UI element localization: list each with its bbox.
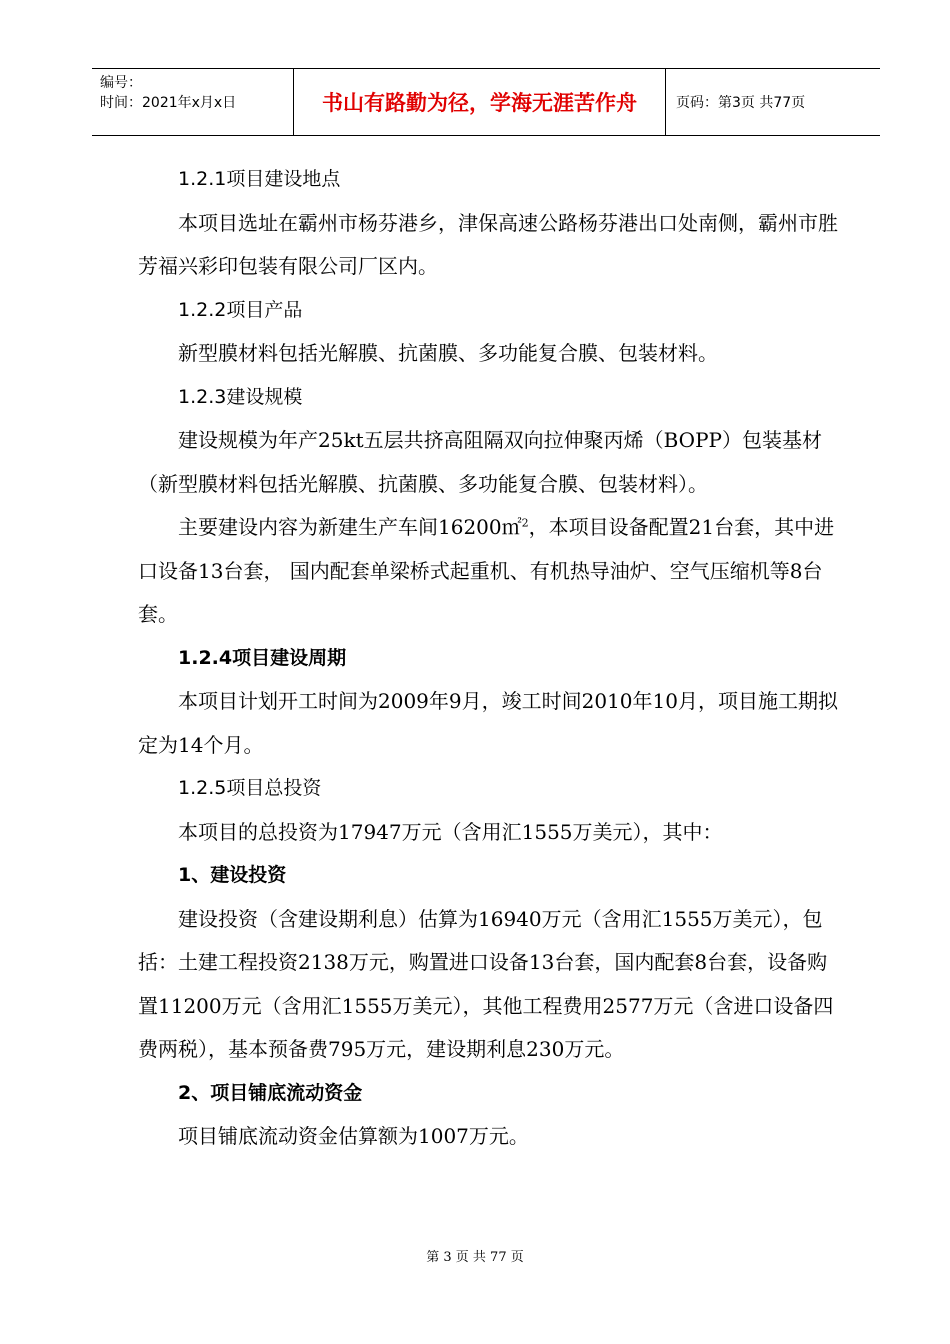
paragraph: 项目铺底流动资金估算额为1007万元。 [178, 1124, 529, 1148]
section-heading-1-2-4: 1.2.4项目建设周期 [178, 646, 347, 669]
text-run: 主要建设内容为新建生产车间16200㎡ [178, 515, 522, 539]
section-heading-1-2-3: 1.2.3建设规模 [178, 385, 303, 408]
section-heading-1-2-2: 1.2.2项目产品 [178, 298, 303, 321]
paragraph [138, 506, 838, 637]
number-label: 编号： [100, 75, 142, 91]
paragraph: 本项目选址在霸州市杨芬港乡，津保高速公路杨芬港出口处南侧，霸州市胜芳福兴彩印包装有限公司厂区内。 [138, 210, 838, 278]
header-motto: 书山有路勤为径，学海无涯苦作舟 [294, 69, 666, 135]
document-body [138, 158, 838, 1159]
paragraph: 本项目的总投资为17947万元（含用汇1555万美元），其中： [178, 819, 723, 844]
time-label: 时间：2021年x月x日 [100, 95, 237, 111]
page-header [92, 68, 880, 136]
paragraph: 本项目计划开工时间为2009年9月，竣工时间2010年10月，项目施工期拟定为14个月。 [138, 689, 838, 757]
section-heading-1-2-5: 1.2.5项目总投资 [178, 777, 322, 799]
superscript: 2 [521, 516, 529, 530]
subheading-working-capital: 2、项目铺底流动资金 [178, 1081, 363, 1104]
page-footer: 第 3 页 共 77 页 [426, 1250, 524, 1265]
header-meta [92, 69, 294, 135]
paragraph: 新型膜材料包括光解膜、抗菌膜、多功能复合膜、包装材料。 [178, 341, 718, 365]
header-page-label: 页码：第3页 共77页 [676, 95, 806, 111]
subheading-construction-investment: 1、建设投资 [178, 864, 287, 886]
text-run: ，本项目设备配置21台套，其中进口设备13台套， 国内配套单梁桥式起重机、有机热导油炉、空气压缩机等8台套。 [138, 515, 835, 626]
section-heading-1-2-1: 1.2.1项目建设地点 [178, 168, 341, 190]
paragraph: 建设规模为年产25kt五层共挤高阻隔双向拉伸聚丙烯（BOPP）包装基材（新型膜材料包括光解膜、抗菌膜、多功能复合膜、包装材料）。 [138, 428, 822, 496]
paragraph: 建设投资（含建设期利息）估算为16940万元（含用汇1555万美元），包括：土建工程投资2138万元，购置进口设备13台套，国内配套8台套，设备购置11200万元（含用汇1555万美元），其他工程费用2577万元（含进口设备四费两税），基本预备费795万元，建设期利息230万元。 [138, 906, 834, 1061]
